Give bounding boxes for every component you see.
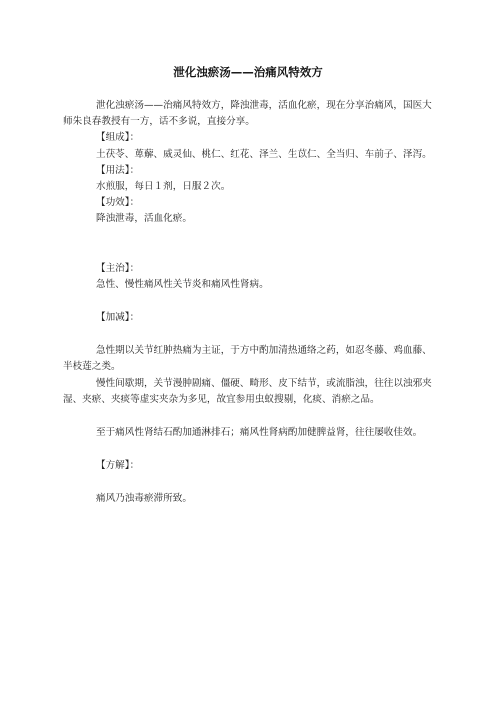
effect-paragraph: 降浊泄毒，活血化瘀。 [96, 213, 192, 225]
section-heading-indications: 【主治】： [96, 262, 140, 274]
section-heading-composition: 【组成】： [96, 132, 140, 144]
blank-gap [63, 408, 435, 425]
composition-paragraph: 土茯苓、萆薢、威灵仙、桃仁、红花、泽兰、生苡仁、全当归、车前子、泽泻。 [96, 148, 432, 160]
section-heading-modifications: 【加减】： [96, 312, 140, 324]
blank-gap [63, 474, 435, 491]
blank-gap [63, 441, 435, 458]
blank-gap [63, 326, 435, 343]
analysis-paragraph: 痛风乃浊毒瘀滞所致。 [96, 493, 192, 505]
document-body [63, 98, 435, 508]
section-heading-analysis: 【方解】： [96, 460, 140, 472]
section-heading-effect: 【功效】： [96, 197, 140, 209]
document-title: 泄化浊瘀汤——治痛风特效方 [173, 65, 323, 79]
indications-paragraph: 急性、慢性痛风性关节炎和痛风性肾病。 [96, 278, 269, 290]
kidney-paragraph: 至于痛风性肾结石酌加通淋排石；痛风性肾病酌加健脾益肾，往往屡收佳效。 [96, 427, 423, 439]
usage-paragraph: 水煎服，每日１剂，日服２次。 [96, 181, 231, 193]
section-heading-usage: 【用法】： [96, 164, 140, 176]
blank-gap [63, 293, 435, 310]
acute-phase-paragraph: 急性期以关节红肿热痛为主证，于方中酌加清热通络之药，如忍冬藤、鸡血藤、半枝莲之类。 [63, 345, 432, 373]
intro-paragraph: 泄化浊瘀汤——治痛风特效方，降浊泄毒，活血化瘀，现在分享治痛风，国医大师朱良春教授有一方，话不多说，直接分享。 [63, 100, 432, 128]
chronic-phase-paragraph: 慢性间歇期，关节漫肿剧痛、僵硬、畸形、皮下结节，或流脂浊，往往以浊邪夹湿、夹瘀、夹痰等虚实夹杂为多见，故宜参用虫蚁搜剔，化痰、消瘀之品。 [63, 377, 432, 405]
blank-gap [63, 228, 435, 261]
